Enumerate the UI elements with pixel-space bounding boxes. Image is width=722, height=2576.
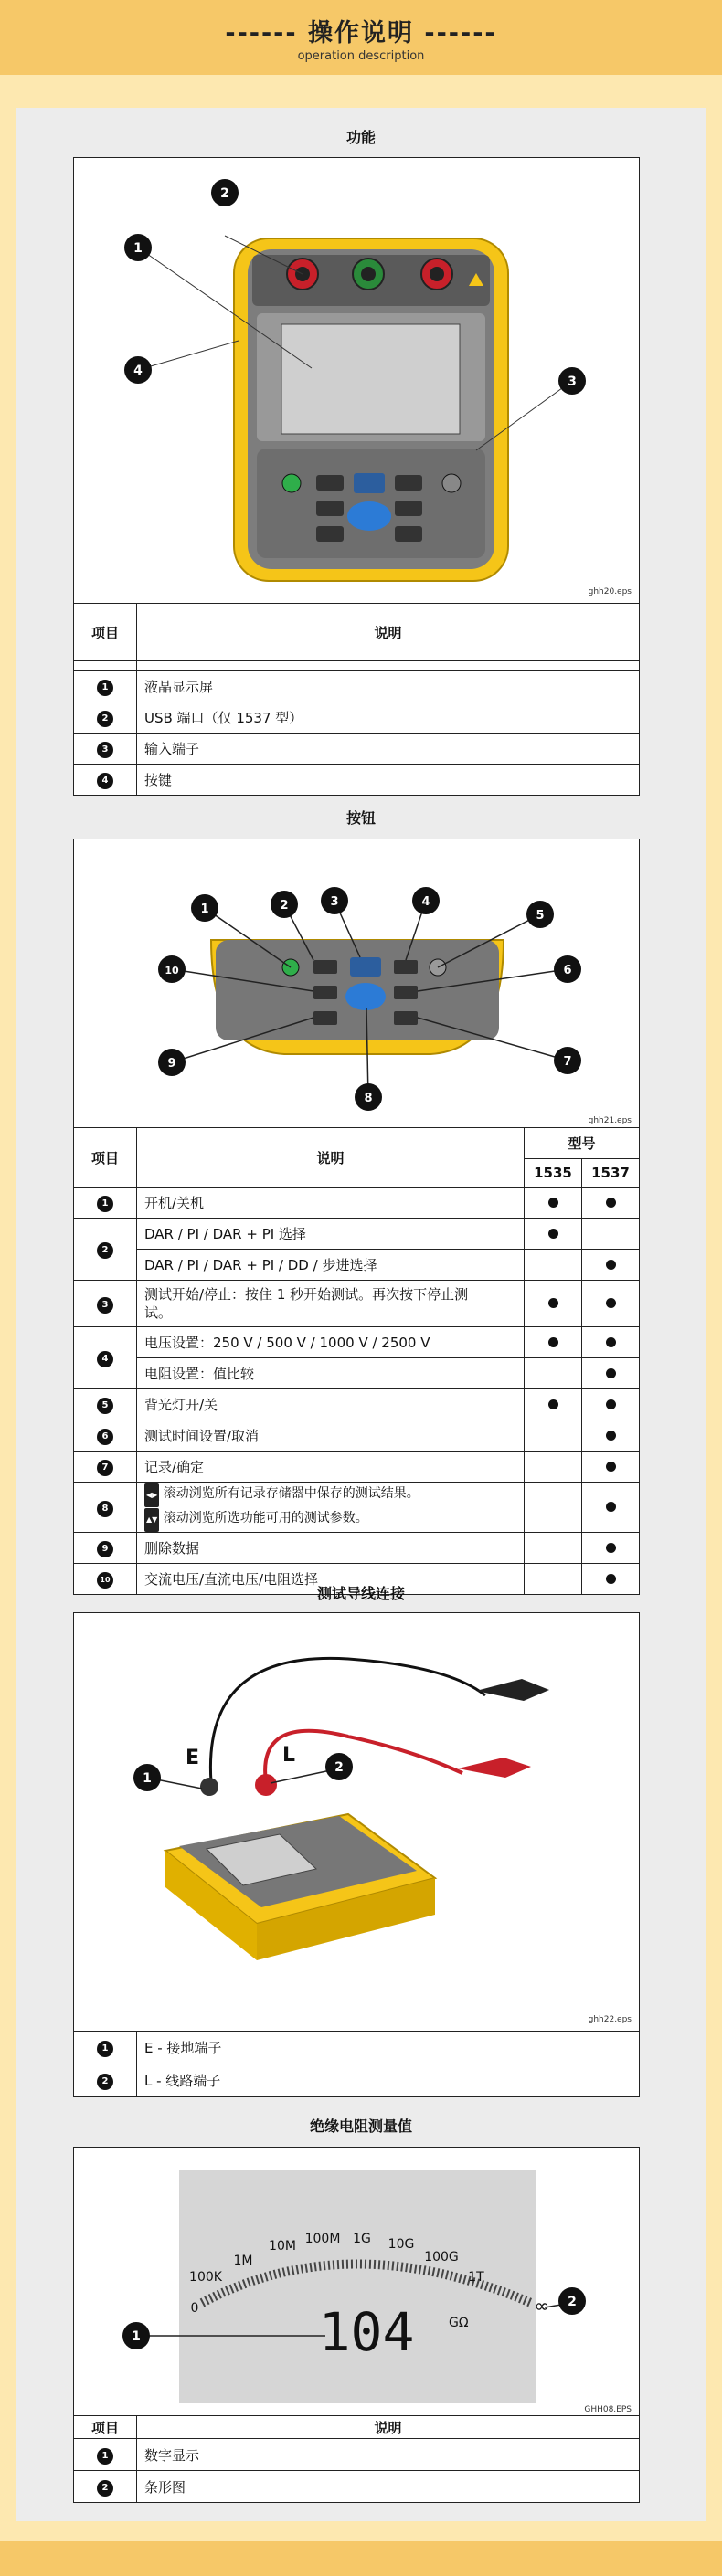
callout-3: 3 — [568, 375, 577, 389]
callout-1: 1 — [133, 241, 143, 256]
functions-table — [73, 603, 640, 796]
page-footer-band — [0, 2541, 722, 2576]
scale-label: 1G — [353, 2232, 371, 2246]
left-right-keys-icon: ◀▶ — [144, 1483, 159, 1507]
lcd-illustration — [74, 2148, 641, 2418]
table-row: 电阻设置：值比较 — [74, 1358, 640, 1389]
table-row: 8 ◀▶ 滚动浏览所有记录存储器中保存的测试结果。 ▲▼ 滚动浏览所选功能可用的测试参数。 — [74, 1483, 640, 1533]
col-header-model: 型号 — [525, 1128, 640, 1159]
scale-label: 1T — [468, 2270, 484, 2285]
section-title-functions: 功能 — [345, 129, 376, 146]
table-row: 5 背光灯开/关 — [74, 1389, 640, 1420]
callout-5: 5 — [536, 909, 545, 923]
table-row: 3 测试开始/停止：按住 1 秒开始测试。再次按下停止测 试。 — [74, 1281, 640, 1327]
digital-reading: 104 — [318, 2301, 415, 2363]
scale-label: 10G — [388, 2237, 415, 2252]
callout-4: 4 — [421, 895, 430, 909]
callout-3: 3 — [330, 895, 339, 909]
callout-2: 2 — [220, 186, 229, 201]
table-row: 9 删除数据 — [74, 1533, 640, 1564]
callout-7: 7 — [563, 1055, 572, 1069]
figure-code: ghh21.eps — [588, 1116, 632, 1125]
scale-label: 0 — [190, 2301, 199, 2316]
table-row: DAR / PI / DAR + PI / DD / 步进选择 — [74, 1250, 640, 1281]
scale-label: 10M — [269, 2239, 296, 2254]
table-row: 10 交流电压/直流电压/电阻选择 — [74, 1564, 640, 1595]
page-header — [0, 0, 722, 75]
section-title-insulation: 绝缘电阻测量值 — [309, 2117, 412, 2135]
callout-8: 8 — [364, 1092, 373, 1105]
col-header-item: 项目 — [74, 604, 137, 661]
figure-lcd-reading — [73, 2147, 640, 2417]
scale-label: 100G — [424, 2250, 459, 2265]
callout-2: 2 — [334, 1760, 344, 1775]
scale-label: 100K — [189, 2270, 222, 2285]
keypad-illustration — [74, 839, 641, 1129]
table-row: 2 L - 线路端子 — [74, 2064, 640, 2097]
col-header-item: 项目 — [74, 2416, 137, 2439]
label-l: L — [282, 1744, 296, 1767]
device-overview-illustration — [74, 158, 641, 606]
table-row: 7 记录/确定 — [74, 1452, 640, 1483]
scale-label: 1M — [233, 2254, 253, 2268]
page-subtitle: operation description — [297, 49, 425, 63]
callout-1: 1 — [132, 2329, 141, 2344]
test-leads-table — [73, 2031, 640, 2097]
scale-label: 100M — [304, 2232, 341, 2246]
col-header-desc: 说明 — [137, 2416, 640, 2439]
table-row: 2 DAR / PI / DAR + PI 选择 — [74, 1219, 640, 1250]
callout-1: 1 — [143, 1771, 152, 1786]
callout-2: 2 — [568, 2295, 577, 2309]
callout-1: 1 — [200, 903, 209, 916]
figure-keypad — [73, 839, 640, 1128]
figure-device-overview — [73, 157, 640, 605]
table-row: 2 USB 端口（仅 1537 型） — [74, 702, 640, 734]
label-e: E — [186, 1747, 200, 1769]
section-title-buttons: 按钮 — [345, 809, 376, 827]
col-header-desc: 说明 — [137, 604, 640, 661]
reading-unit: GΩ — [449, 2316, 469, 2330]
callout-6: 6 — [563, 964, 572, 977]
col-header-item: 项目 — [74, 1128, 137, 1188]
scale-label: ∞ — [534, 2295, 550, 2317]
figure-code: ghh22.eps — [588, 2015, 632, 2024]
table-row: 1 数字显示 — [74, 2439, 640, 2471]
page-title: ------ 操作说明 ------ — [225, 19, 497, 48]
table-row: 1 开机/关机 — [74, 1188, 640, 1219]
section-title-test-leads: 测试导线连接 — [316, 1585, 405, 1602]
table-row: 3 输入端子 — [74, 734, 640, 765]
insulation-table — [73, 2415, 640, 2503]
table-row: 6 测试时间设置/取消 — [74, 1420, 640, 1452]
buttons-table — [73, 1127, 640, 1595]
table-row: 4 按键 — [74, 765, 640, 796]
col-header-1535: 1535 — [525, 1159, 582, 1188]
col-header-desc: 说明 — [137, 1128, 525, 1188]
callout-10: 10 — [165, 965, 179, 977]
figure-code: GHH08.EPS — [584, 2405, 632, 2414]
table-row: 1 液晶显示屏 — [74, 671, 640, 702]
callout-9: 9 — [167, 1057, 176, 1071]
figure-test-leads — [73, 1612, 640, 2032]
col-header-1537: 1537 — [582, 1159, 640, 1188]
table-row: 2 条形图 — [74, 2471, 640, 2503]
figure-code: ghh20.eps — [588, 587, 632, 596]
table-row: 4 电压设置：250 V / 500 V / 1000 V / 2500 V — [74, 1327, 640, 1358]
test-leads-illustration — [74, 1613, 641, 2033]
table-row: 1 E - 接地端子 — [74, 2032, 640, 2064]
up-down-keys-icon: ▲▼ — [144, 1508, 159, 1532]
callout-2: 2 — [280, 899, 289, 913]
callout-4: 4 — [133, 364, 143, 378]
